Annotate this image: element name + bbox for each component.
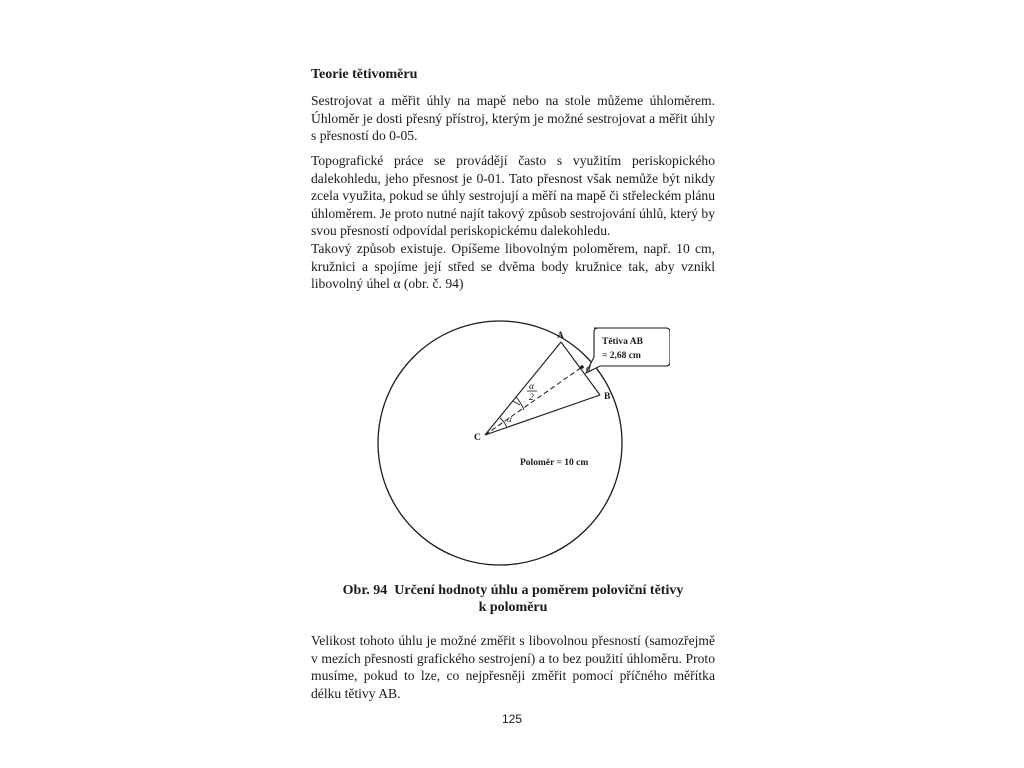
chord-diagram — [350, 315, 670, 570]
alpha-arc — [500, 418, 507, 428]
radius-label: Poloměr = 10 cm — [520, 458, 589, 468]
callout-line-1: Tětiva AB — [602, 337, 643, 347]
paragraph-4: Velikost tohoto úhlu je možné změřit s libovolnou přesností (samozřejmě v mezích přesnosti grafického sestrojení) a to bez použití úhloměru. Proto musíme, pokud to lze, co nejpřesněji změřit pomocí příčného měřítka délku tětivy AB. — [311, 633, 715, 701]
alpha-label: α — [507, 415, 512, 425]
caption-line-1: Obr. 94 Určení hodnoty úhlu a poměrem poloviční tětivy — [342, 583, 684, 598]
caption-line-2: k poloměru — [478, 600, 548, 615]
point-c-label: C — [474, 433, 481, 443]
page-number: 125 — [501, 712, 523, 726]
radius-cb — [485, 395, 600, 435]
half-angle-numerator: α — [529, 382, 534, 392]
point-a-label: A — [557, 331, 564, 341]
paragraph-2: Topografické práce se provádějí často s využitím periskopického dalekohledu, jeho přesnost je 0-01. Tato přesnost však nemůže být nikdy zcela využita, pokud se úhly sestrojují a měří na mapě či střeleckém plánu úhloměrem. Je proto nutné najít takový způsob sestrojování úhlů, který by svou přesností odpovídal periskopickému dalekohledu. — [311, 153, 715, 238]
chord-midpoint — [580, 365, 584, 369]
point-b-label: B — [604, 392, 611, 402]
section-heading: Teorie tětivoměru — [311, 67, 418, 82]
half-angle-tick — [513, 401, 520, 405]
paragraph-3: Takový způsob existuje. Opíšeme libovolným poloměrem, např. 10 cm, kružnici a spojíme její střed se dvěma body kružnice tak, aby vznikl libovolný úhel α (obr. č. 94) — [311, 241, 715, 291]
callout-line-2: = 2,68 cm — [602, 351, 641, 361]
figure-caption — [311, 582, 715, 616]
half-angle-denominator: 2 — [529, 393, 534, 403]
d-label: d — [586, 364, 591, 374]
paragraph-1: Sestrojovat a měřit úhly na mapě nebo na stole můžeme úhloměrem. Úhloměr je dosti přesný přístroj, kterým je možné sestrojovat a měřit úhly s přesností do 0-05. — [311, 93, 715, 143]
radius-ca — [485, 342, 561, 435]
circle — [378, 321, 622, 565]
